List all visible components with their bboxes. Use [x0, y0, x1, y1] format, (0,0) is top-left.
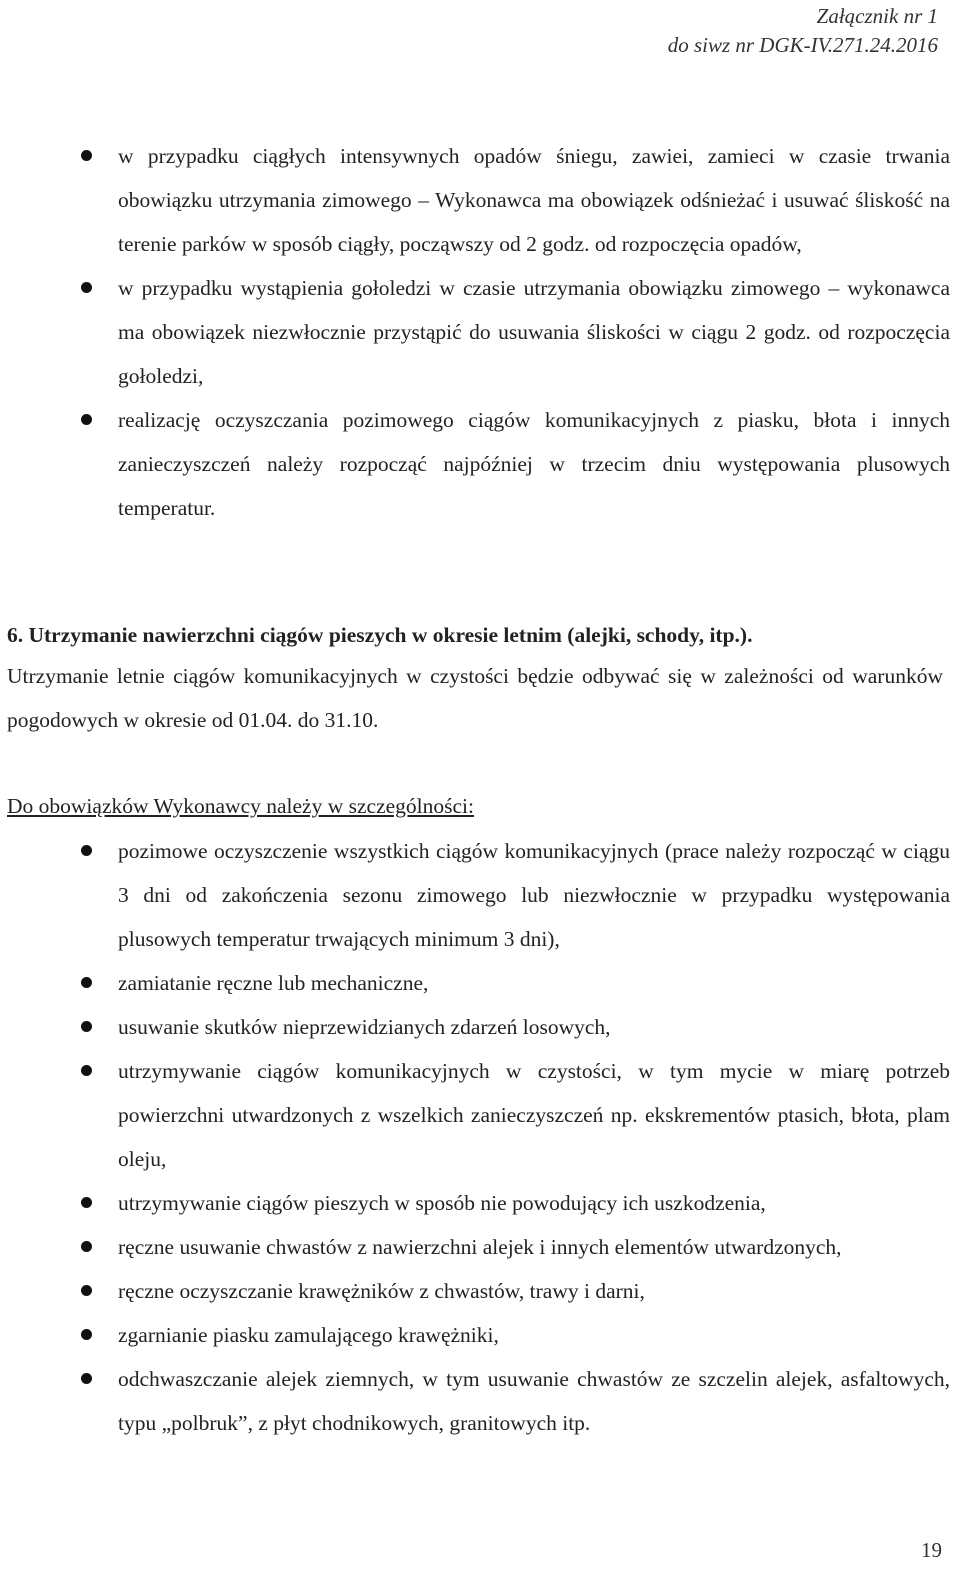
list-item-text: ręczne usuwanie chwastów z nawierzchni alejek i innych elementów utwardzonych,: [118, 1235, 842, 1259]
list-item: [0, 1357, 960, 1445]
bullet-icon: [81, 1021, 92, 1032]
list-item: [0, 829, 960, 961]
bullet-icon: [81, 1197, 92, 1208]
duties-heading: Do obowiązków Wykonawcy należy w szczególności:: [7, 794, 474, 818]
page-number: 19: [921, 1538, 942, 1562]
list-item-text: ręczne oczyszczanie krawężników z chwastów, trawy i darni,: [118, 1279, 645, 1303]
bullet-icon: [81, 845, 92, 856]
list-item-text: realizację oczyszczania pozimowego ciągów komunikacyjnych z piasku, błota i innych zanieczyszczeń należy rozpocząć najpóźniej w trzecim dniu występowania plusowych temperatur.: [118, 408, 950, 520]
list-item: [0, 961, 960, 1005]
section-paragraph: Utrzymanie letnie ciągów komunikacyjnych w czystości będzie odbywać się w zależności od warunków pogodowych w okresie od 01.04. do 31.10.: [7, 664, 943, 732]
bullet-icon: [81, 282, 92, 293]
page-header: [668, 2, 938, 60]
bullet-icon: [81, 1065, 92, 1076]
siwz-reference: do siwz nr DGK-IV.271.24.2016: [667, 33, 938, 57]
list-item: [0, 1313, 960, 1357]
list-item-text: zgarnianie piasku zamulającego krawężniki,: [118, 1323, 499, 1347]
list-item: [0, 1225, 960, 1269]
bullet-icon: [81, 414, 92, 425]
bullet-icon: [81, 1329, 92, 1340]
list-item-text: w przypadku wystąpienia gołoledzi w czasie utrzymania obowiązku zimowego – wykonawca ma obowiązek niezwłocznie przystąpić do usuwania śliskości w ciągu 2 godz. od rozpoczęcia gołoledzi,: [118, 276, 950, 388]
attachment-label: Załącznik nr 1: [816, 4, 938, 28]
list-item: [0, 1269, 960, 1313]
list-item-text: utrzymywanie ciągów komunikacyjnych w czystości, w tym mycie w miarę potrzeb powierzchni utwardzonych z wszelkich zanieczyszczeń np. ekskrementów ptasich, błota, plam oleju,: [118, 1059, 950, 1171]
list-item-text: zamiatanie ręczne lub mechaniczne,: [118, 971, 429, 995]
list-item-text: w przypadku ciągłych intensywnych opadów śniegu, zawiei, zamieci w czasie trwania obowiązku utrzymania zimowego – Wykonawca ma obowiązek odśnieżać i usuwać śliskość na terenie parków w sposób ciągły, począwszy od 2 godz. od rozpoczęcia opadów,: [118, 144, 950, 256]
bullet-icon: [81, 1241, 92, 1252]
bullet-icon: [81, 1285, 92, 1296]
list-item-text: utrzymywanie ciągów pieszych w sposób nie powodujący ich uszkodzenia,: [118, 1191, 766, 1215]
list-item: [0, 266, 960, 398]
list-item-text: pozimowe oczyszczenie wszystkich ciągów komunikacyjnych (prace należy rozpocząć w ciągu 3 dni od zakończenia sezonu zimowego lub niezwłocznie w przypadku występowania plusowych temperatur trwających minimum 3 dni),: [118, 839, 950, 951]
contractor-duties-list: [0, 829, 960, 1445]
section-heading: 6. Utrzymanie nawierzchni ciągów pieszych w okresie letnim (alejki, schody, itp.).: [7, 623, 753, 647]
list-item: [0, 398, 960, 530]
bullet-icon: [81, 977, 92, 988]
list-item: [0, 1181, 960, 1225]
list-item: [0, 134, 960, 266]
bullet-icon: [81, 1373, 92, 1384]
list-item-text: usuwanie skutków nieprzewidzianych zdarzeń losowych,: [118, 1015, 611, 1039]
bullet-icon: [81, 150, 92, 161]
list-item: [0, 1049, 960, 1181]
winter-duties-list: [0, 134, 960, 530]
list-item-text: odchwaszczanie alejek ziemnych, w tym usuwanie chwastów ze szczelin alejek, asfaltowych, typu „polbruk”, z płyt chodnikowych, granitowych itp.: [118, 1367, 950, 1435]
list-item: [0, 1005, 960, 1049]
